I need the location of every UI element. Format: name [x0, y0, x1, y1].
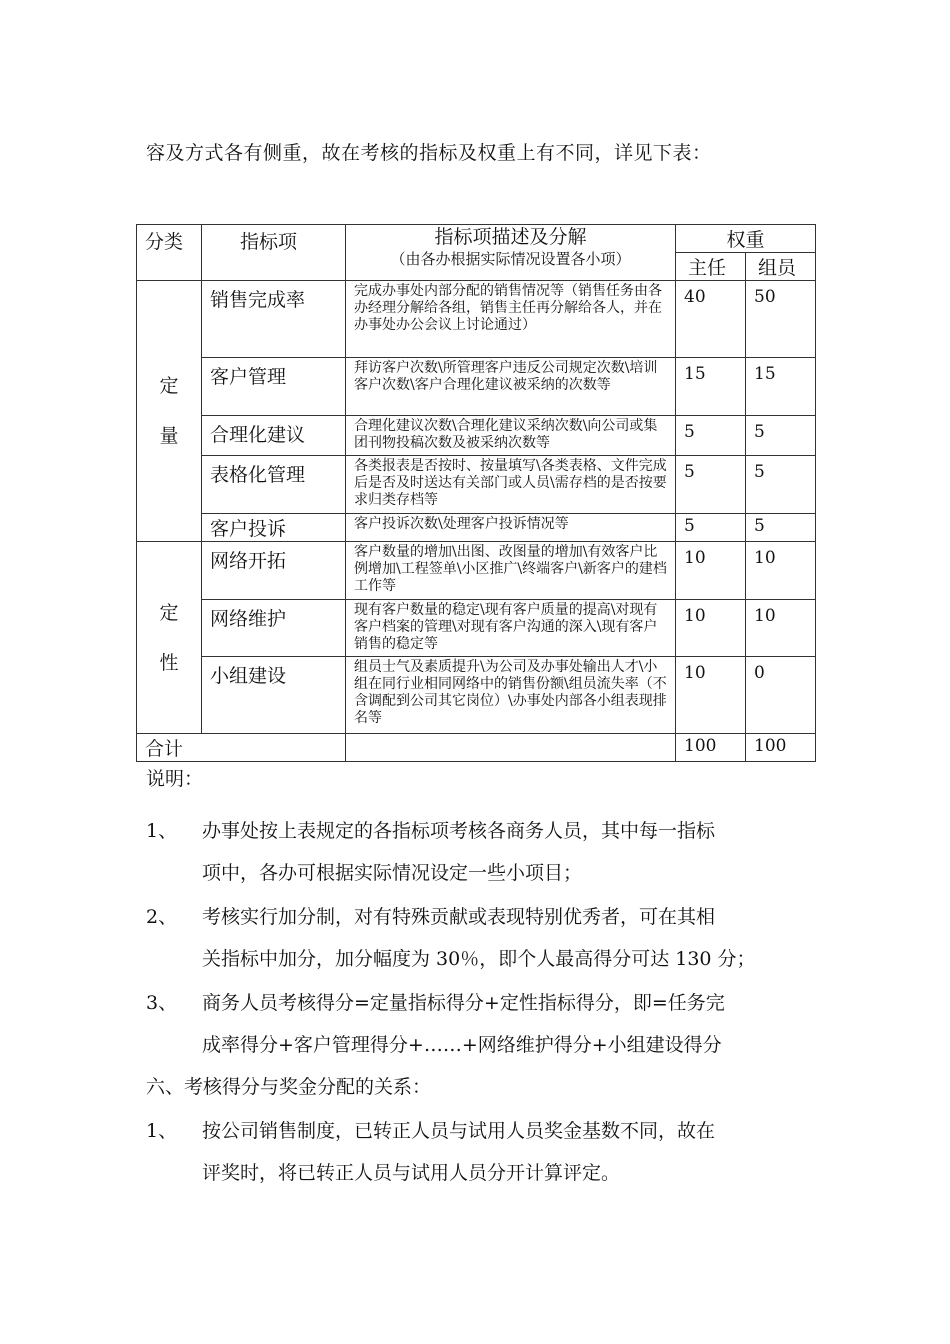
weight-a-cell: 5: [676, 416, 746, 456]
table-row: [137, 456, 816, 514]
total-a: 100: [676, 734, 746, 762]
weight-b-cell: 5: [746, 416, 816, 456]
desc-cell: 客户投诉次数\处理客户投诉情况等: [346, 514, 676, 542]
header-desc-title: 指标项描述及分解: [434, 226, 587, 248]
note-1-number: 1、: [146, 820, 178, 842]
weight-b-cell: 0: [746, 657, 816, 734]
desc-cell: 完成办事处内部分配的销售情况等（销售任务由各办经理分解给各组，销售主任再分解给各人，并在办事处办公会议上讨论通过）: [346, 281, 676, 358]
header-category: 分类: [137, 225, 202, 281]
desc-cell: 各类报表是否按时、按量填写\各类表格、文件完成后是否及时送达有关部门或人员\需存档的是否按要求归类存档等: [346, 456, 676, 514]
note-1-line-1: 办事处按上表规定的各指标项考核各商务人员，其中每一指标: [202, 820, 716, 842]
weight-b-cell: 50: [746, 281, 816, 358]
item-cell: 客户投诉: [202, 514, 346, 542]
item-cell: 小组建设: [202, 657, 346, 734]
table-row: [137, 358, 816, 416]
weight-b-cell: 5: [746, 514, 816, 542]
weight-a-cell: 10: [676, 542, 746, 600]
item-cell: 网络维护: [202, 600, 346, 657]
category-label: 定 性: [159, 601, 179, 674]
item-cell: 销售完成率: [202, 281, 346, 358]
table-row: [137, 416, 816, 456]
header-weight-a: 主任: [676, 253, 746, 281]
desc-cell: 合理化建议次数\合理化建议采纳次数\向公司或集团刊物投稿次数及被采纳次数等: [346, 416, 676, 456]
header-weight: 权重: [676, 225, 816, 253]
category-cell: [137, 542, 202, 734]
total-b: 100: [746, 734, 816, 762]
table-row: [137, 657, 816, 734]
total-row: [137, 734, 816, 762]
table-row: [137, 281, 816, 358]
note-3-number: 3、: [146, 992, 178, 1014]
notes-title: 说明：: [146, 768, 204, 790]
desc-cell: 现有客户数量的稳定\现有客户质量的提高\对现有客户档案的管理\对现有客户沟通的深入\现有客户销售的稳定等: [346, 600, 676, 657]
category-cell: [137, 281, 202, 542]
note-2-line-2: 关指标中加分，加分幅度为 30％，即个人最高得分可达 130 分；: [202, 948, 756, 970]
weight-a-cell: 15: [676, 358, 746, 416]
note-1-line-2: 项中，各办可根据实际情况设定一些小项目；: [202, 862, 583, 884]
total-desc-empty: [346, 734, 676, 762]
kpi-table: [136, 224, 816, 762]
item-cell: 表格化管理: [202, 456, 346, 514]
weight-a-cell: 10: [676, 657, 746, 734]
section-6-item-1-line-2: 评奖时，将已转正人员与试用人员分开计算评定。: [202, 1162, 621, 1184]
item-cell: 网络开拓: [202, 542, 346, 600]
note-3-line-1: 商务人员考核得分=定量指标得分+定性指标得分，即=任务完: [202, 992, 725, 1014]
note-2-line-1: 考核实行加分制，对有特殊贡献或表现特别优秀者，可在其相: [202, 906, 716, 928]
section-6-item-1-line-1: 按公司销售制度，已转正人员与试用人员奖金基数不同，故在: [202, 1120, 716, 1142]
table-row: [137, 542, 816, 600]
desc-cell: 组员士气及素质提升\为公司及办事处输出人才\小组在同行业相同网络中的销售份额\组员流失率（不含调配到公司其它岗位）\办事处内部各小组表现排名等: [346, 657, 676, 734]
weight-b-cell: 10: [746, 600, 816, 657]
note-2-number: 2、: [146, 906, 178, 928]
header-desc: [346, 225, 676, 281]
weight-a-cell: 10: [676, 600, 746, 657]
weight-a-cell: 5: [676, 456, 746, 514]
header-item: 指标项: [202, 225, 346, 281]
header-desc-sub: （由各办根据实际情况设置各小项）: [390, 250, 631, 268]
header-row: [137, 225, 816, 253]
weight-b-cell: 10: [746, 542, 816, 600]
item-cell: 客户管理: [202, 358, 346, 416]
weight-a-cell: 40: [676, 281, 746, 358]
intro-text: 容及方式各有侧重，故在考核的指标及权重上有不同，详见下表：: [146, 142, 712, 164]
section-6-item-1-number: 1、: [146, 1120, 178, 1142]
header-weight-b: 组员: [746, 253, 816, 281]
table-row: [137, 600, 816, 657]
desc-cell: 拜访客户次数\所管理客户违反公司规定次数\培训客户次数\客户合理化建议被采纳的次数等: [346, 358, 676, 416]
section-6-title: 六、考核得分与奖金分配的关系：: [146, 1076, 432, 1098]
total-label: 合计: [137, 734, 346, 762]
item-cell: 合理化建议: [202, 416, 346, 456]
category-label: 定 量: [159, 375, 179, 447]
weight-b-cell: 15: [746, 358, 816, 416]
desc-cell: 客户数量的增加\出图、改图量的增加\有效客户比例增加\工程签单\小区推广\终端客户\新客户的建档工作等: [346, 542, 676, 600]
weight-b-cell: 5: [746, 456, 816, 514]
table-row: [137, 514, 816, 542]
weight-a-cell: 5: [676, 514, 746, 542]
note-3-line-2: 成率得分+客户管理得分+……+网络维护得分+小组建设得分: [202, 1034, 722, 1056]
